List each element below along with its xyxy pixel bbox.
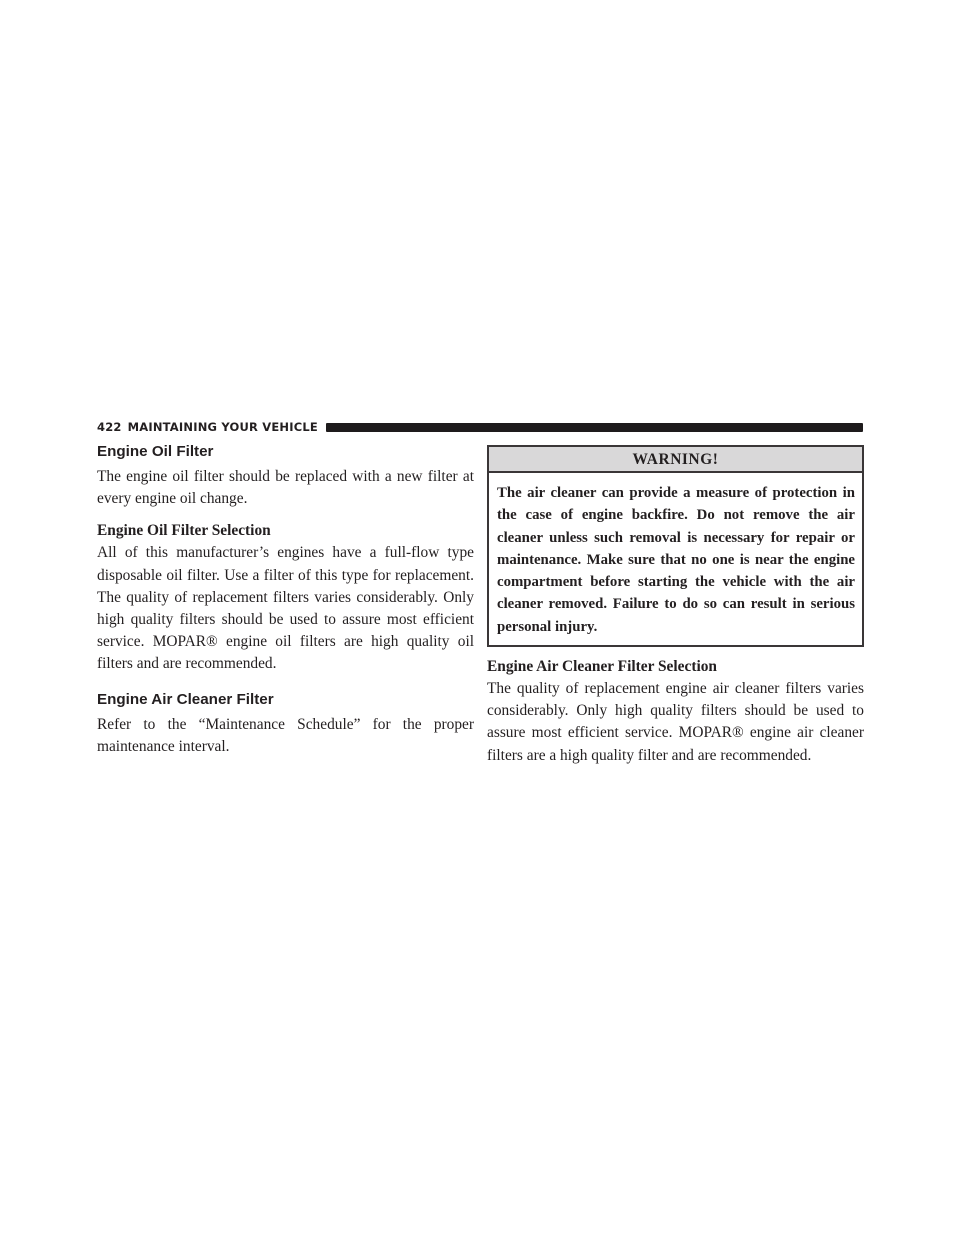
- right-column: [487, 445, 864, 767]
- warning-box: [487, 445, 864, 647]
- left-column: [97, 441, 474, 758]
- oil-filter-text: The engine oil filter should be replaced with a new filter at every engine oil change.: [97, 468, 474, 508]
- page-number: 422: [97, 420, 122, 434]
- warning-text: The air cleaner can provide a measure of protection in the case of engine backfire. Do not remove the air cleaner unless such removal is necessary for repair or maintenance. Make sure that no one is near the engine compartment before starting the vehicle with the air cleaner removed. Failure to do so can result in serious personal injury.: [497, 485, 855, 635]
- oil-filter-selection-heading: Engine Oil Filter Selection: [97, 522, 271, 540]
- oil-filter-selection-text: All of this manufacturer’s engines have a full-flow type disposable oil filter. Use a filter of this type for replacement. The quality of replacement filters varies considerably. Only high quality filters should be used to assure most efficient service. MOPAR® engine oil filters are high quality oil filters and are recommended.: [97, 544, 474, 673]
- air-cleaner-selection-heading: Engine Air Cleaner Filter Selection: [487, 658, 717, 676]
- page-header: [97, 419, 863, 435]
- air-cleaner-text: Refer to the “Maintenance Schedule” for the proper maintenance interval.: [97, 715, 474, 755]
- air-cleaner-heading: Engine Air Cleaner Filter: [97, 690, 274, 708]
- section-title: MAINTAINING YOUR VEHICLE: [127, 420, 318, 434]
- air-cleaner-selection-text: The quality of replacement engine air cleaner filters varies considerably. Only high quality filters should be used to assure most efficient service. MOPAR® engine air cleaner filters are a high quality filter and are recommended.: [487, 680, 864, 764]
- oil-filter-heading: Engine Oil Filter: [97, 443, 214, 460]
- header-rule: [326, 423, 863, 432]
- warning-title: WARNING!: [489, 447, 862, 473]
